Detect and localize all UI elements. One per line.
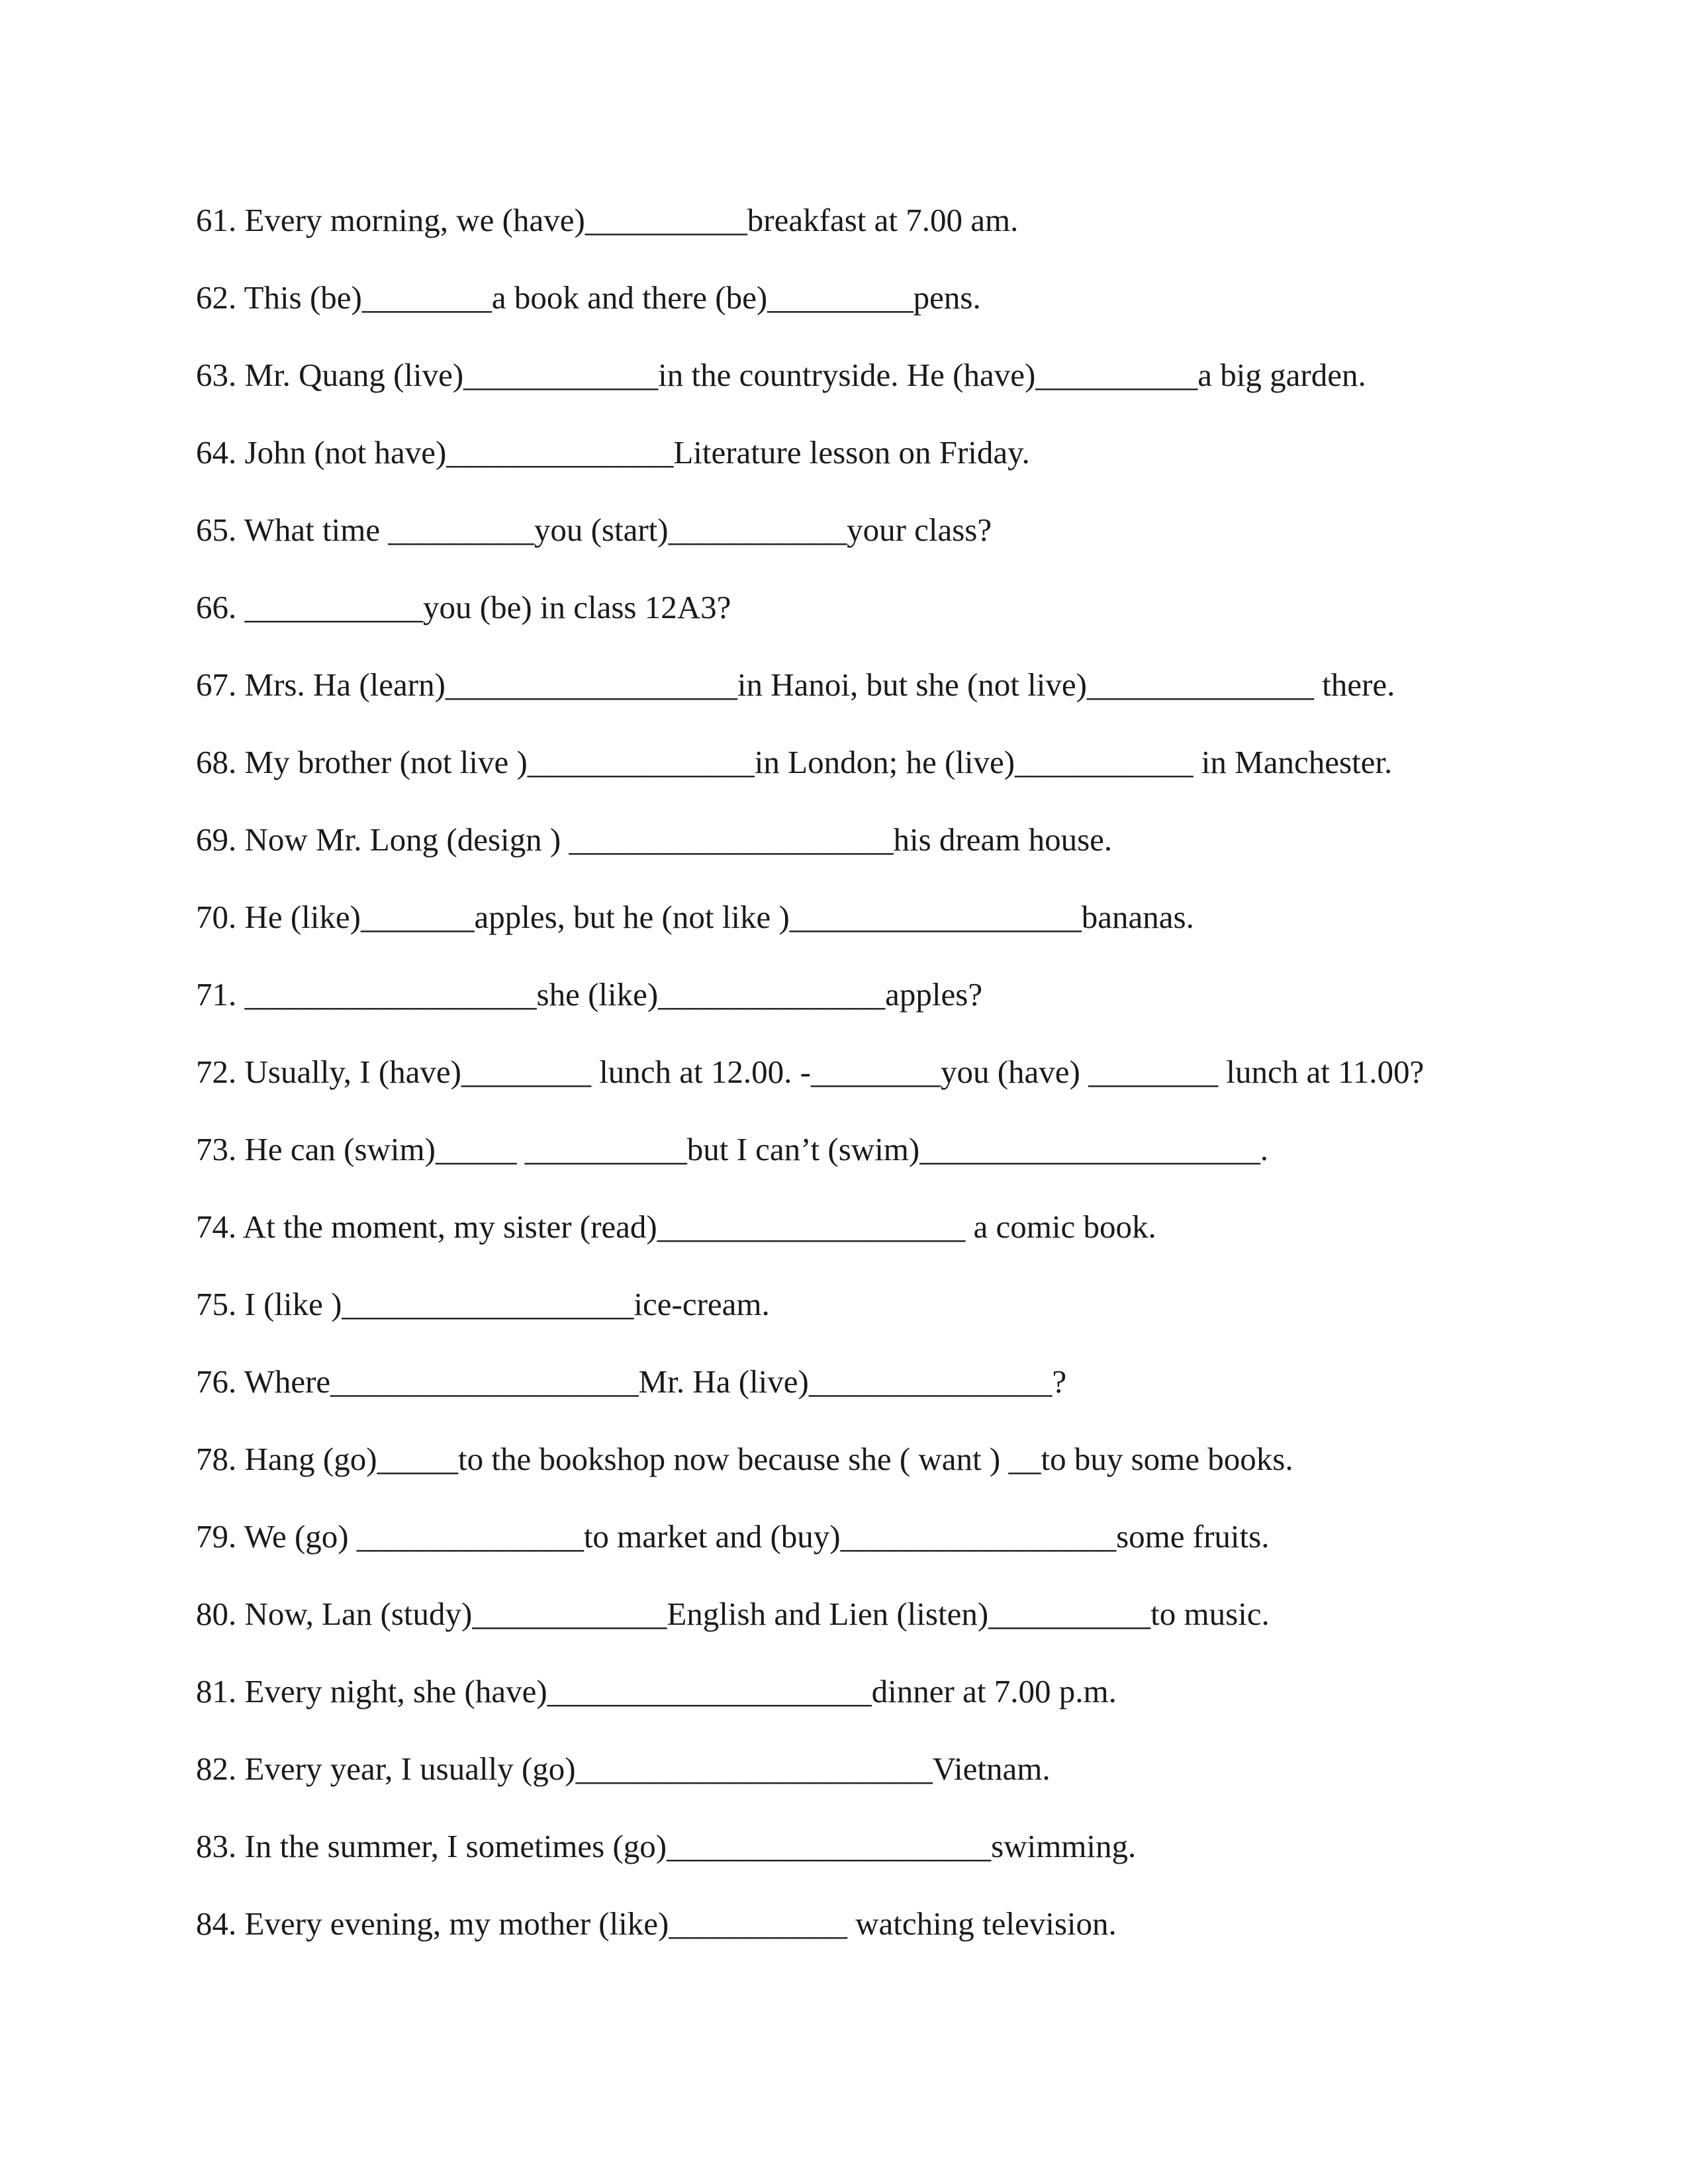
exercise-line-81: 81. Every night, she (have)____________________dinner at 7.00 p.m.	[196, 1673, 1117, 1709]
exercise-line-72: 72. Usually, I (have)________ lunch at 12.00. -________you (have) ________ lunch at 11.00?	[196, 1054, 1425, 1090]
exercise-line-80: 80. Now, Lan (study)____________English and Lien (listen)__________to music.	[196, 1596, 1270, 1632]
exercise-list	[196, 199, 1652, 1979]
exercise-line-63: 63. Mr. Quang (live)____________in the countryside. He (have)__________a big garden.	[196, 357, 1366, 393]
exercise-line-70: 70. He (like)_______apples, but he (not like )__________________bananas.	[196, 899, 1194, 935]
exercise-line-79: 79. We (go) ______________to market and (buy)_________________some fruits.	[196, 1518, 1270, 1555]
exercise-line-64: 64. John (not have)______________Literature lesson on Friday.	[196, 434, 1030, 471]
exercise-line-68: 68. My brother (not live )______________in London; he (live)___________ in Manchester.	[196, 744, 1393, 780]
exercise-line-67: 67. Mrs. Ha (learn)__________________in Hanoi, but she (not live)______________ there.	[196, 666, 1395, 703]
exercise-line-66: 66. ___________you (be) in class 12A3?	[196, 589, 731, 625]
exercise-line-69: 69. Now Mr. Long (design ) ____________________his dream house.	[196, 821, 1113, 858]
exercise-line-76: 76. Where___________________Mr. Ha (live)_______________?	[196, 1363, 1067, 1400]
exercise-line-74: 74. At the moment, my sister (read)___________________ a comic book.	[196, 1208, 1156, 1245]
exercise-line-65: 65. What time _________you (start)___________your class?	[196, 512, 992, 548]
exercise-line-73: 73. He can (swim)_____ __________but I can’t (swim)_____________________.	[196, 1131, 1268, 1167]
exercise-line-82: 82. Every year, I usually (go)______________________Vietnam.	[196, 1751, 1051, 1787]
exercise-line-83: 83. In the summer, I sometimes (go)____________________swimming.	[196, 1828, 1137, 1864]
exercise-line-71: 71. __________________she (like)______________apples?	[196, 976, 983, 1013]
exercise-line-78: 78. Hang (go)_____to the bookshop now because she ( want ) __to buy some books.	[196, 1441, 1293, 1477]
exercise-line-75: 75. I (like )__________________ice-cream.	[196, 1286, 770, 1322]
exercise-line-61: 61. Every morning, we (have)__________breakfast at 7.00 am.	[196, 202, 1019, 238]
exercise-line-62: 62. This (be)________a book and there (be)_________pens.	[196, 279, 981, 316]
exercise-line-84: 84. Every evening, my mother (like)___________ watching television.	[196, 1905, 1117, 1942]
